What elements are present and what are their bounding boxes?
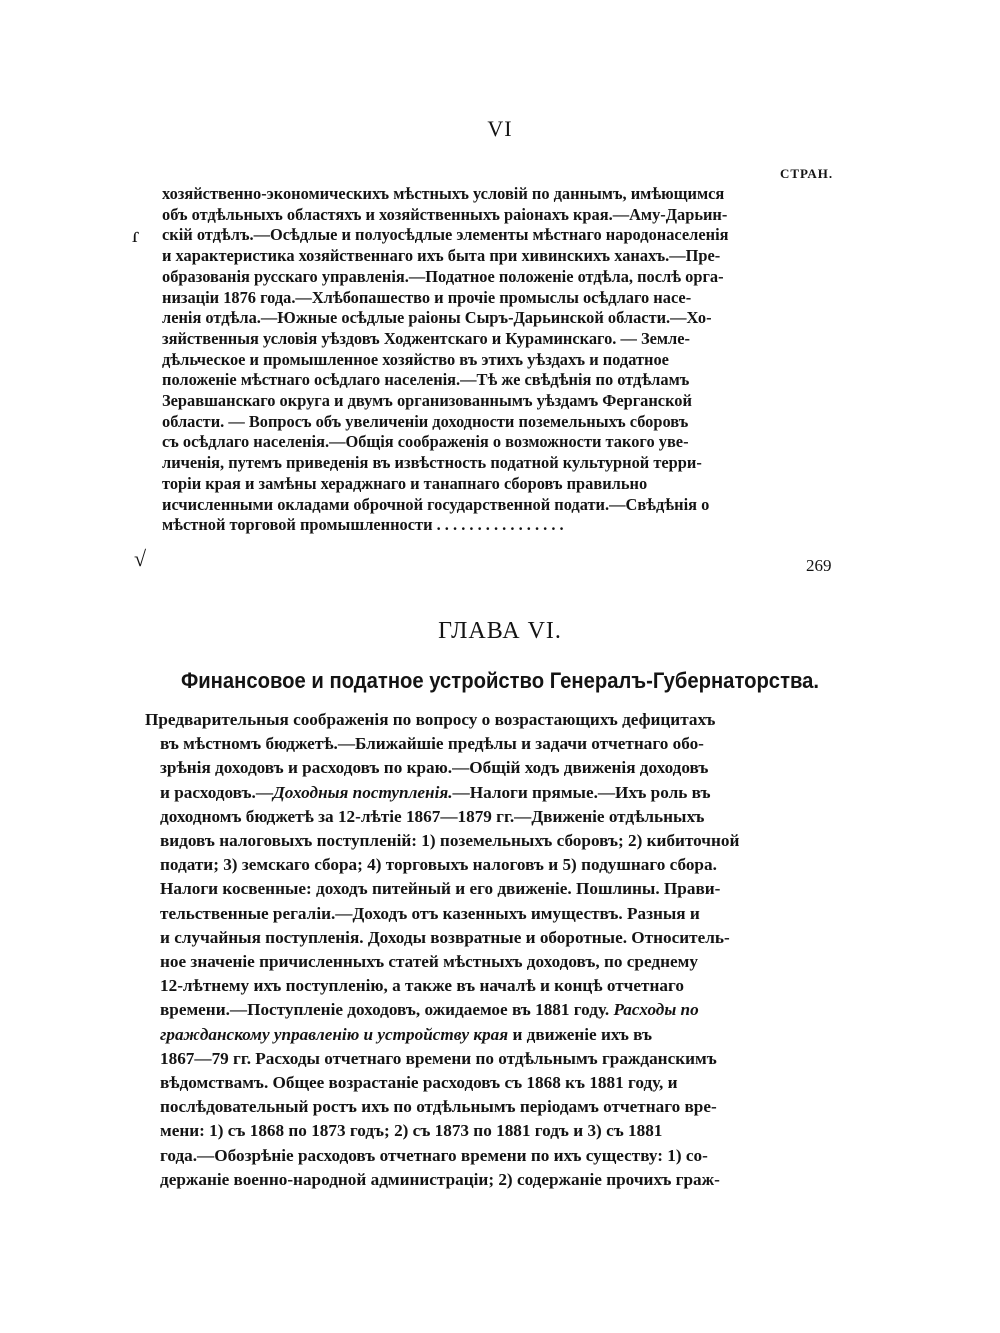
toc-line: ленія отдѣла.—Южные осѣдлые раіоны Сыръ-Дарьинской области.—Хо-	[162, 308, 712, 328]
summary-line: мени: 1) съ 1868 по 1873 годъ; 2) съ 1873 по 1881 годъ и 3) съ 1881	[160, 1121, 663, 1141]
toc-line: дѣльческое и промышленное хозяйство въ этихъ уѣздахъ и податное	[162, 349, 669, 369]
toc-line: исчисленными окладами оброчной государственной подати.—Свѣдѣнія о	[162, 494, 710, 514]
summary-line: и случайныя поступленія. Доходы возвратные и оборотные. Относитель-	[160, 927, 730, 947]
toc-line: области. — Вопросъ объ увеличеніи доходности поземельныхъ сборовъ	[162, 411, 689, 431]
margin-mark-check: √	[134, 546, 147, 571]
chapter-title: Финансовое и податное устройство Генералъ-Губернаторства.	[180, 668, 820, 693]
summary-line: держаніе военно-народной администраціи; 2) содержаніе прочихъ граж-	[160, 1169, 720, 1189]
summary-line: тельственные регаліи.—Доходъ отъ казенныхъ имуществъ. Разныя и	[160, 903, 700, 923]
toc-entry-text	[162, 184, 778, 536]
toc-page-number: 269	[806, 556, 832, 575]
summary-italic-text: Доходныя поступленія.	[273, 782, 453, 802]
summary-line: видовъ налоговыхъ поступленій: 1) поземельныхъ сборовъ; 2) кибиточной	[160, 831, 740, 851]
summary-line: зрѣнія доходовъ и расходовъ по краю.—Общій ходъ движенія доходовъ	[160, 758, 709, 778]
summary-line: Предварительныя соображенія по вопросу о возрастающихъ дефицитахъ	[145, 710, 716, 729]
toc-line: скій отдѣлъ.—Осѣдлые и полуосѣдлые элементы мѣстнаго народонаселенія	[162, 225, 729, 245]
summary-line: года.—Обозрѣніе расходовъ отчетнаго времени по ихъ существу: 1) со-	[160, 1145, 708, 1165]
toc-line: мѣстной торговой промышленности . . . . . . . . . . . . . . . .	[162, 515, 564, 535]
chapter-heading: ГЛАВА VI.	[438, 618, 562, 644]
toc-line: низаціи 1876 года.—Хлѣбопашество и прочіе промыслы осѣдлаго насе-	[162, 287, 692, 307]
summary-text: —Налоги прямые.—Ихъ роль въ	[452, 782, 711, 802]
summary-line: доходномъ бюджетѣ за 12-лѣтіе 1867—1879 гг.—Движеніе отдѣльныхъ	[160, 806, 705, 826]
toc-line: торіи края и замѣны хераджнаго и танапнаго сборовъ правильно	[162, 473, 648, 493]
toc-line: съ осѣдлаго населенія.—Общія соображенія о возможности такого уве-	[162, 432, 689, 452]
toc-line: хозяйственно-экономическихъ мѣстныхъ условій по даннымъ, имѣющимся	[162, 184, 725, 203]
page-column-header: СТРАН.	[780, 166, 834, 181]
toc-line: положеніе мѣстнаго осѣдлаго населенія.—Тѣ же свѣдѣнія по отдѣламъ	[162, 370, 690, 390]
toc-line: зяйственныя условія уѣздовъ Ходжентскаго и Кураминскаго. — Земле-	[162, 328, 690, 348]
margin-mark-tick: ɾ	[132, 222, 140, 247]
summary-line: подати; 3) земскаго сбора; 4) торговыхъ налоговъ и 5) подушнаго сбора.	[160, 855, 717, 875]
summary-line: 1867—79 гг. Расходы отчетнаго времени по отдѣльнымъ гражданскимъ	[160, 1048, 717, 1068]
toc-line: объ отдѣльныхъ областяхъ и хозяйственныхъ раіонахъ края.—Аму-Дарьин-	[162, 204, 728, 224]
summary-text: и расходовъ.—	[160, 782, 274, 802]
summary-line: 12-лѣтнему ихъ поступленію, а также въ началѣ и концѣ отчетнаго	[160, 976, 684, 996]
summary-line	[145, 1023, 785, 1047]
summary-line	[145, 781, 785, 805]
chapter-summary	[145, 708, 785, 1192]
summary-line	[145, 998, 785, 1022]
summary-line: Налоги косвенные: доходъ питейный и его движеніе. Пошлины. Прави-	[160, 879, 721, 899]
summary-italic-text: гражданскому управленію и устройству края	[160, 1024, 509, 1044]
toc-line: образованія русскаго управленія.—Податное положеніе отдѣла, послѣ орга-	[162, 266, 724, 286]
page-number: VI	[487, 116, 513, 141]
toc-line: личенія, путемъ приведенія въ извѣстность податной культурной терри-	[162, 453, 702, 473]
summary-line: въ мѣстномъ бюджетѣ.—Ближайшіе предѣлы и задачи отчетнаго обо-	[160, 734, 704, 754]
summary-text: и движеніе ихъ въ	[508, 1024, 653, 1044]
summary-text: времени.—Поступленіе доходовъ, ожидаемое въ 1881 году.	[160, 1000, 614, 1020]
toc-line: и характеристика хозяйственнаго ихъ быта при хивинскихъ ханахъ.—Пре-	[162, 246, 721, 266]
summary-italic-text: Расходы по	[613, 1000, 699, 1020]
summary-line: вѣдомствамъ. Общее возрастаніе расходовъ съ 1868 къ 1881 году, и	[160, 1073, 678, 1093]
summary-line: ное значеніе причисленныхъ статей мѣстныхъ доходовъ, по среднему	[160, 952, 698, 972]
toc-line: Зеравшанскаго округа и двумъ организованнымъ уѣздамъ Ферганской	[162, 391, 692, 411]
summary-line: послѣдовательный ростъ ихъ по отдѣльнымъ періодамъ отчетнаго вре-	[160, 1097, 717, 1117]
